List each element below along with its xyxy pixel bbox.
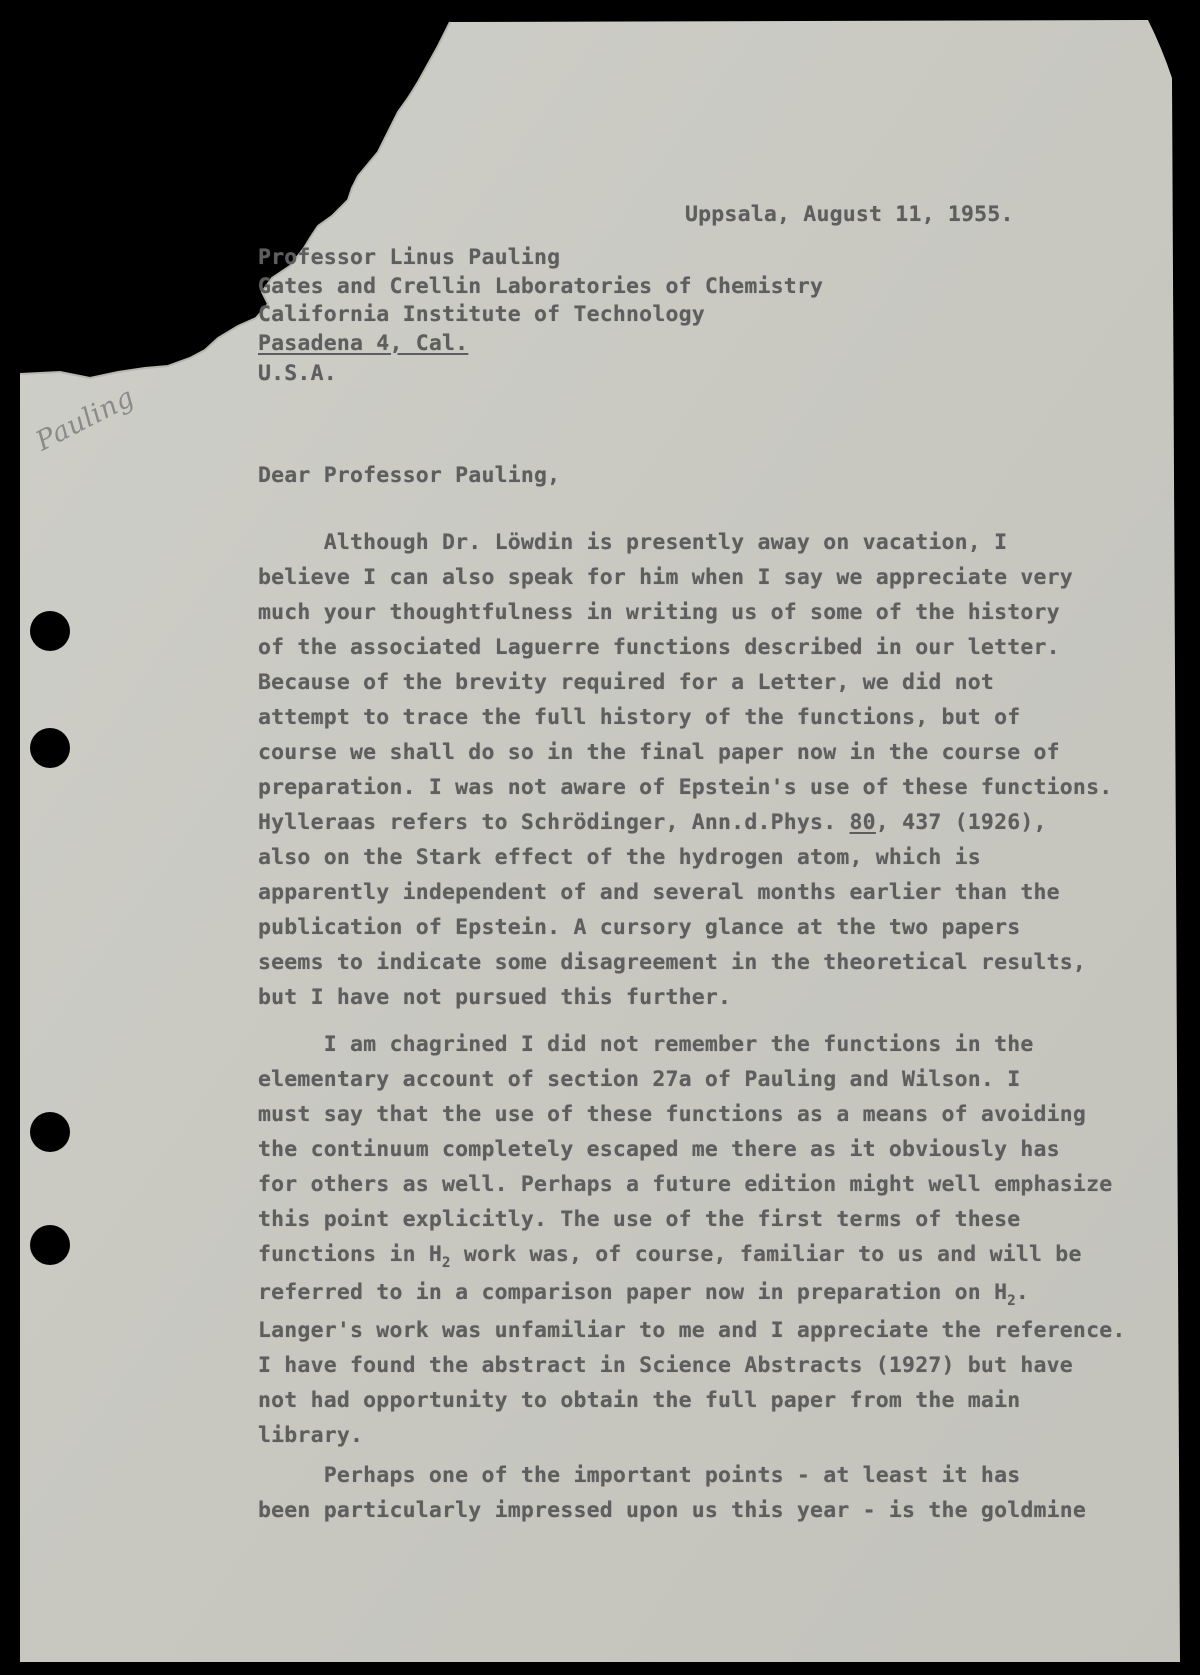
text-line: apparently independent of and several months earlier than the: [258, 880, 1060, 905]
text-line: also on the Stark effect of the hydrogen atom, which is: [258, 845, 981, 870]
address-country: U.S.A.: [258, 361, 337, 386]
letter-date: Uppsala, August 11, 1955.: [685, 202, 1014, 227]
text-line: Langer's work was unfamiliar to me and I appreciate the reference.: [258, 1318, 1126, 1343]
text-line: preparation. I was not aware of Epstein's use of these functions.: [258, 775, 1113, 800]
text-line: for others as well. Perhaps a future edition might well emphasize: [258, 1172, 1113, 1197]
text-line: course we shall do so in the final paper now in the course of: [258, 740, 1060, 765]
text-line: [258, 1237, 1126, 1275]
punch-hole: [30, 728, 70, 768]
text-line: attempt to trace the full history of the functions, but of: [258, 705, 1021, 730]
text-line: I have found the abstract in Science Abstracts (1927) but have: [258, 1353, 1073, 1378]
text-line: Although Dr. Löwdin is presently away on vacation, I: [258, 530, 1008, 555]
address-line: Gates and Crellin Laboratories of Chemistry: [258, 273, 824, 299]
text-line: [258, 805, 1112, 840]
punch-hole: [30, 1225, 70, 1265]
text-line: seems to indicate some disagreement in the theoretical results,: [258, 950, 1087, 975]
address-line: Professor Linus Pauling: [258, 245, 561, 270]
text-line: Because of the brevity required for a Letter, we did not: [258, 670, 995, 695]
subscript: 2: [1007, 1293, 1016, 1309]
text-line: Perhaps one of the important points - at least it has: [258, 1463, 1021, 1488]
text-segment: Hylleraas refers to Schrödinger, Ann.d.Phys.: [258, 810, 850, 835]
body-paragraph: [258, 1458, 1086, 1528]
text-segment: work was, of course, familiar to us and will be: [450, 1242, 1082, 1267]
text-line: the continuum completely escaped me there as it obviously has: [258, 1137, 1060, 1162]
text-line: not had opportunity to obtain the full paper from the main: [258, 1388, 1021, 1413]
text-line: but I have not pursued this further.: [258, 985, 732, 1010]
punch-hole: [30, 1112, 70, 1152]
text-line: been particularly impressed upon us this year - is the goldmine: [258, 1498, 1087, 1523]
subscript: 2: [442, 1255, 451, 1271]
text-line: publication of Epstein. A cursory glance at the two papers: [258, 915, 1021, 940]
text-line: much your thoughtfulness in writing us of some of the history: [258, 600, 1060, 625]
journal-volume: 80: [849, 810, 876, 835]
text-line: believe I can also speak for him when I say we appreciate very: [258, 565, 1073, 590]
salutation: Dear Professor Pauling,: [258, 463, 561, 488]
text-line: elementary account of section 27a of Pauling and Wilson. I: [258, 1067, 1021, 1092]
punch-hole: [30, 611, 70, 651]
text-segment: functions in H: [258, 1242, 443, 1267]
address-line: Pasadena 4, Cal.: [258, 330, 469, 356]
body-paragraph: [258, 1027, 1126, 1453]
text-segment: , 437 (1926),: [875, 810, 1047, 835]
handwritten-annotation: Pauling: [30, 381, 140, 458]
text-line: of the associated Laguerre functions described in our letter.: [258, 635, 1060, 660]
address-line: California Institute of Technology: [258, 302, 705, 327]
recipient-address: [258, 244, 823, 358]
text-line: this point explicitly. The use of the first terms of these: [258, 1207, 1021, 1232]
text-line: library.: [258, 1423, 364, 1448]
body-paragraph: [258, 525, 1112, 1015]
text-line: must say that the use of these functions as a means of avoiding: [258, 1102, 1087, 1127]
text-segment: .: [1015, 1280, 1030, 1305]
text-segment: referred to in a comparison paper now in preparation on H: [258, 1280, 1008, 1305]
text-line: [258, 1275, 1126, 1313]
text-line: I am chagrined I did not remember the functions in the: [258, 1032, 1034, 1057]
